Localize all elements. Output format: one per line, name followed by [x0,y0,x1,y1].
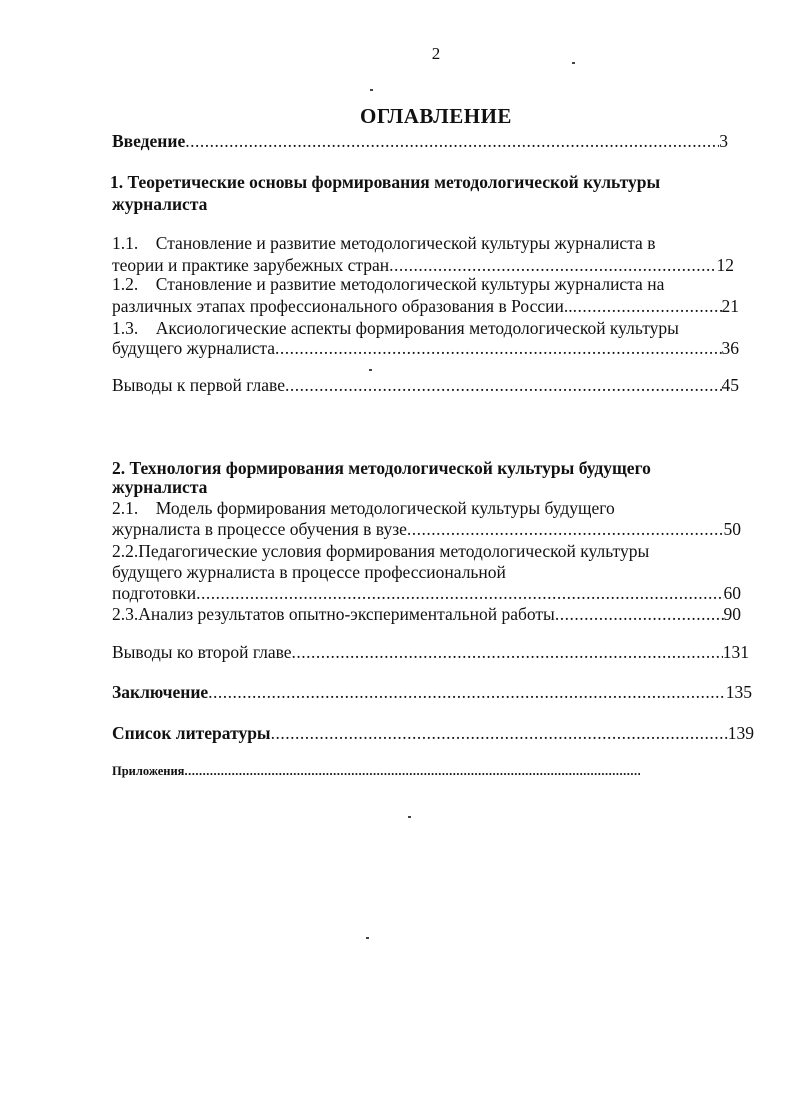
page-number: 2 [431,44,441,63]
chapter-1-title-line2: журналиста [112,194,208,214]
toc-entry-page: 60 [723,583,741,603]
toc-entry-2-3[interactable] [112,603,741,625]
leader-dots [208,681,726,703]
toc-entry-intro[interactable] [112,130,728,152]
leader-dots [275,337,721,359]
toc-entry-references[interactable] [112,722,754,744]
section-number: 2.1. [112,498,139,518]
section-title: Становление и развитие методологической культуры журналиста в [155,233,656,253]
toc-entry-page: 3 [719,131,728,151]
section-title-cont: теории и практике зарубежных стран [112,255,390,275]
leader-dots [555,603,724,625]
toc-entry-2-1-line2[interactable] [112,518,741,540]
chapter-2-title-line2: журналиста [112,477,208,497]
section-title: Становление и развитие методологической культуры журналиста на [155,274,665,294]
section-title-cont: будущего журналиста [112,338,276,358]
scan-speck [408,816,411,818]
toc-entry-page: 90 [723,604,741,624]
leader-dots [407,518,724,540]
toc-entry-1-2-line1[interactable] [112,273,664,295]
toc-entry-conclusion[interactable] [112,681,752,703]
toc-entry-conclusions-2[interactable] [112,641,749,663]
toc-entry-2-2-line1[interactable]: 2.2.Педагогические условия формирования методологической культуры [112,541,650,561]
section-number: 1.2. [112,274,139,294]
section-number: 1.1. [112,233,139,253]
scan-speck [366,937,369,939]
toc-entry-1-3-line2[interactable] [112,337,739,359]
toc-entry-page: 50 [723,519,741,539]
section-number: 1.3. [112,318,139,338]
chapter-1-title-line1: 1. Теоретические основы формирования методологической культуры [110,172,661,192]
leader-dots [196,582,723,604]
leader-dots [573,295,722,317]
leader-dots [285,374,722,396]
toc-entry-label: Введение [112,131,186,151]
toc-entry-label: Список литературы [112,723,271,743]
leader-dots [271,722,728,744]
scan-speck [572,62,575,64]
leader-dots [184,763,640,779]
toc-entry-page: 45 [721,375,739,395]
scan-speck [370,89,373,91]
toc-entry-2-1-line1[interactable] [112,497,615,519]
toc-entry-label: Выводы ко второй главе [112,642,292,662]
toc-entry-label: Заключение [112,682,209,702]
toc-entry-label: Выводы к первой главе [112,375,285,395]
toc-entry-1-2-line2[interactable] [112,295,739,317]
section-title-cont: различных этапах профессионального образования в России.. [112,296,573,316]
leader-dots [185,130,719,152]
toc-entry-2-2-line3[interactable] [112,582,741,604]
toc-entry-1-1-line1[interactable] [112,232,655,254]
toc-entry-label: Приложения [112,764,185,778]
toc-entry-2-2-line2[interactable]: будущего журналиста в процессе профессиональной [112,562,506,582]
toc-entry-page: 36 [721,338,739,358]
section-title: Модель формирования методологической культуры будущего [155,498,615,518]
toc-entry-page: 135 [725,682,752,702]
chapter-2-title-line1: 2. Технология формирования методологической культуры будущего [112,458,651,478]
toc-entry-page: 12 [716,255,734,275]
toc-entry-label: 2.3.Анализ результатов опытно-экспериментальной работы [112,604,555,624]
section-title-cont: подготовки [112,583,197,603]
section-title-cont: журналиста в процессе обучения в вузе [112,519,407,539]
toc-entry-appendices[interactable] [112,763,640,779]
toc-entry-page: 21 [721,296,739,316]
leader-dots [292,641,723,663]
toc-entry-page: 131 [722,642,749,662]
scan-speck [369,369,372,371]
toc-entry-page: 139 [727,723,754,743]
toc-title: ОГЛАВЛЕНИЕ [360,104,512,128]
toc-entry-1-3-line1[interactable] [112,317,679,339]
toc-entry-conclusions-1[interactable] [112,374,739,396]
section-title: Аксиологические аспекты формирования методологической культуры [155,318,679,338]
